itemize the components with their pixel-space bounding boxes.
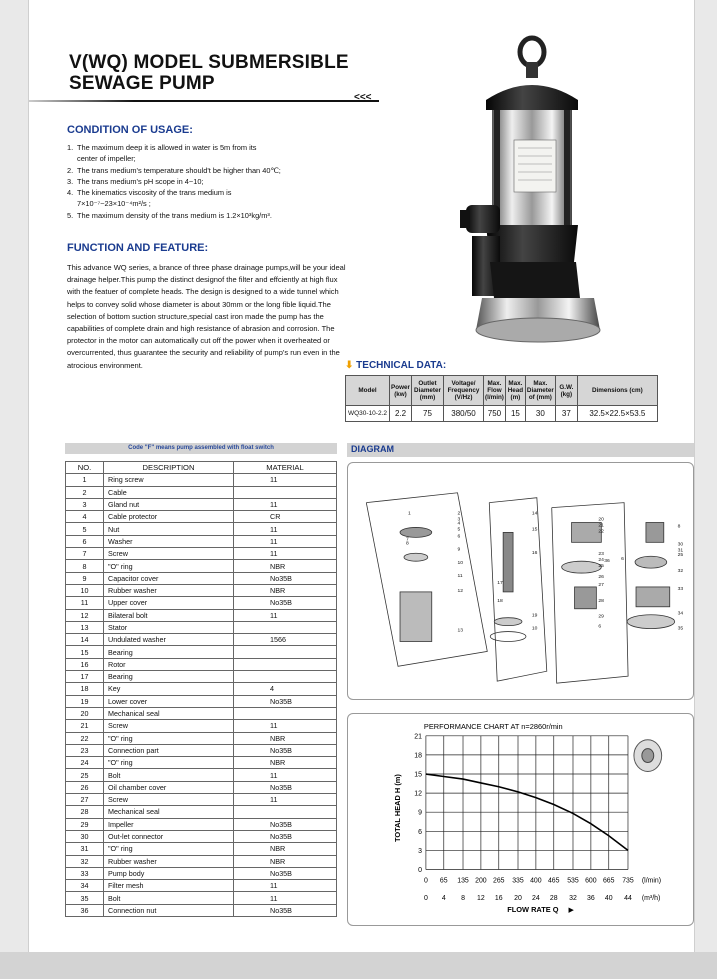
part-material: No35B [234, 781, 337, 793]
part-description: "O" ring [104, 732, 234, 744]
part-material: NBR [234, 757, 337, 769]
table-row [66, 609, 337, 621]
part-number: 26 [66, 781, 104, 793]
part-description: Bolt [104, 769, 234, 781]
x-tick-label-lmin: 265 [492, 877, 505, 885]
part-material: No35B [234, 830, 337, 842]
y-tick-label: 21 [414, 733, 422, 741]
part-number: 28 [66, 806, 104, 818]
part-number: 7 [66, 548, 104, 560]
technical-header-cell: Model [346, 376, 390, 406]
part-description: "O" ring [104, 843, 234, 855]
part-material: CR [234, 511, 337, 523]
x-tick-label-m3h: 0 [423, 895, 428, 903]
x-tick-label-lmin: 600 [585, 877, 597, 885]
condition-item [67, 165, 357, 176]
part-material [234, 658, 337, 670]
table-row [66, 732, 337, 744]
part-description: Screw [104, 794, 234, 806]
function-paragraph: This advance WQ series, a brance of three phase drainage pumps,will be your ideal drainage helper.This pump the distinct designof the filter and effciently at high flux with the featuer of complete heads. The design is designed to a wide tunnel which helps to convey solid whose diameter is about 30mm or the long fible liquid.The selection of bottom suction structure,special cast iron made the pump has the capabilities of complete drain and high resistance of abrasion and corrosion. The protector in the motor can automatically cut off the power when it overheated or overcurrented, thus guarantee the security and reliability of pump's run even in the atrocious environment. [67, 263, 346, 370]
x-tick-label-m3h: 32 [569, 895, 577, 903]
part-number: 10 [66, 584, 104, 596]
diagram-callout: 7 [405, 537, 409, 543]
condition-number: 5. [67, 210, 74, 220]
part-number: 31 [66, 843, 104, 855]
parts-header-row [66, 462, 337, 474]
part-material: NBR [234, 560, 337, 572]
diagram-callout: 18 [497, 598, 503, 604]
part-number: 29 [66, 818, 104, 830]
part-material: 11 [234, 523, 337, 535]
x-tick-label-m3h: 36 [587, 895, 595, 903]
part-number: 27 [66, 794, 104, 806]
condition-text: 7×10⁻⁷~23×10⁻⁴m²/s ; [77, 199, 151, 209]
exploded-diagram [347, 462, 694, 700]
table-row [66, 720, 337, 732]
diagram-callout: 12 [457, 588, 464, 594]
part-material [234, 621, 337, 633]
condition-item [67, 176, 357, 187]
part-description: Stator [104, 621, 234, 633]
diagram-callout: 14 [531, 511, 538, 517]
diagram-callout: 2 [457, 511, 461, 517]
technical-cell: 380/50 [444, 406, 484, 422]
part-description: Upper cover [104, 597, 234, 609]
parts-header-cell: NO. [66, 462, 104, 474]
diagram-callout: 9 [457, 547, 461, 553]
x-tick-label-lmin: 335 [512, 877, 524, 885]
table-row [66, 548, 337, 560]
page-title [69, 52, 349, 94]
part-description: Bearing [104, 671, 234, 683]
chart-title: PERFORMANCE CHART AT n=2860r/min [423, 721, 563, 731]
diagram-callout: 5 [457, 527, 461, 533]
x-tick-label-m3h: 12 [477, 895, 485, 903]
technical-heading [345, 360, 446, 371]
title-line-2: SEWAGE PUMP [69, 73, 215, 94]
footer-band [0, 952, 717, 979]
x-unit-lmin: (l/min) [641, 877, 662, 885]
diagram-callout: 28 [598, 598, 604, 604]
table-row [66, 621, 337, 633]
y-tick-label: 9 [418, 809, 422, 817]
part-description: Screw [104, 720, 234, 732]
x-tick-label-m3h: 40 [604, 895, 613, 903]
part-description: "O" ring [104, 560, 234, 572]
part-number: 11 [66, 597, 104, 609]
part-material: 4 [234, 683, 337, 695]
condition-text: The maximum deep it is allowed in water is 5m from its [77, 143, 257, 152]
arrow-down-icon: ⬇ [345, 360, 354, 371]
part-material [234, 707, 337, 719]
diagram-callout: 8 [405, 541, 409, 547]
x-tick-label-m3h: 44 [624, 895, 632, 903]
diagram-callout: 19 [531, 613, 538, 619]
technical-header-cell: Power (kw) [390, 376, 412, 406]
diagram-callout: 32 [677, 569, 684, 575]
y-tick-label: 6 [418, 828, 422, 836]
diagram-callout: 34 [677, 611, 684, 617]
part-number: 14 [66, 634, 104, 646]
table-row [66, 523, 337, 535]
condition-number: 1. [67, 143, 74, 152]
table-row [66, 584, 337, 596]
part-material [234, 671, 337, 683]
part-number: 34 [66, 880, 104, 892]
table-row [66, 535, 337, 547]
diagram-callout: 6 [598, 624, 602, 630]
x-tick-label-m3h: 16 [494, 895, 503, 903]
diagram-callout: 16 [531, 551, 538, 557]
diagram-callout: 13 [457, 628, 464, 634]
condition-item [67, 153, 357, 164]
part-material: NBR [234, 843, 337, 855]
diagram-callout: 8 [677, 524, 681, 530]
part-description: Oil chamber cover [104, 781, 234, 793]
part-description: Out-let connector [104, 830, 234, 842]
diagram-callout: 10 [457, 561, 464, 567]
part-number: 35 [66, 892, 104, 904]
diagram-callout: 31 [677, 548, 684, 554]
part-material: No35B [234, 572, 337, 584]
x-tick-label-lmin: 400 [530, 877, 542, 885]
condition-text: The kinematics viscosity of the trans medium is [77, 188, 232, 198]
part-material: 11 [234, 769, 337, 781]
technical-header-cell: Outlet Diameter (mm) [412, 376, 444, 406]
part-material: No35B [234, 695, 337, 707]
x-tick-label-m3h: 8 [461, 895, 465, 903]
part-material: 11 [234, 794, 337, 806]
condition-number: 2. [67, 165, 74, 175]
diagram-callout: 10 [531, 626, 538, 632]
part-number: 25 [66, 769, 104, 781]
diagram-callout: 22 [598, 529, 604, 535]
diagram-callout: 3 [457, 517, 461, 523]
table-row [66, 781, 337, 793]
part-number: 19 [66, 695, 104, 707]
diagram-bar [347, 443, 694, 457]
condition-heading: CONDITION OF USAGE: [67, 124, 193, 136]
diagram-callout: 23 [598, 552, 604, 558]
title-underline [29, 100, 379, 102]
condition-text: The trans medium's temperature should't be higher than 40℃; [77, 165, 281, 175]
part-description: Mechanical seal [104, 806, 234, 818]
diagram-callout: 15 [531, 527, 538, 533]
x-tick-label-lmin: 735 [622, 877, 634, 885]
title-line-1: V(WQ) MODEL SUBMERSIBLE [69, 52, 349, 73]
technical-header-cell: Dimensions (cm) [577, 376, 657, 406]
x-axis-label: FLOW RATE Q [507, 905, 559, 915]
y-tick-label: 12 [414, 790, 422, 798]
diagram-callout: 36 [604, 559, 610, 565]
condition-item [67, 210, 357, 221]
technical-cell: 32.5×22.5×53.5 [577, 406, 657, 422]
part-number: 8 [66, 560, 104, 572]
diagram-callout: 1 [407, 511, 411, 517]
part-description: Washer [104, 535, 234, 547]
part-description: Mechanical seal [104, 707, 234, 719]
diagram-callout: 35 [677, 626, 684, 632]
table-row [66, 486, 337, 498]
table-row [66, 843, 337, 855]
diagram-callout: 26 [598, 575, 604, 581]
part-material: 11 [234, 498, 337, 510]
condition-text: center of impeller; [77, 154, 136, 164]
diagram-callout: 25 [677, 553, 684, 559]
part-description: Undulated washer [104, 634, 234, 646]
part-description: Pump body [104, 867, 234, 879]
technical-cell: 37 [555, 406, 577, 422]
part-material: No35B [234, 597, 337, 609]
part-material: NBR [234, 732, 337, 744]
part-material: NBR [234, 584, 337, 596]
condition-list [67, 142, 357, 221]
condition-text: The maximum density of the trans medium is 1.2×10³kg/m³. [77, 210, 272, 220]
part-material: 11 [234, 720, 337, 732]
part-material: NBR [234, 855, 337, 867]
x-unit-m3h: (m³/h) [641, 895, 661, 903]
table-row [66, 769, 337, 781]
diagram-callout: 21 [598, 523, 604, 529]
part-number: 16 [66, 658, 104, 670]
condition-text: The trans medium's pH scope in 4~10; [77, 176, 204, 186]
x-tick-label-m3h: 20 [514, 895, 522, 903]
y-tick-label: 0 [418, 867, 422, 875]
part-number: 4 [66, 511, 104, 523]
performance-chart [347, 713, 694, 926]
table-row [66, 794, 337, 806]
diagram-callout: 20 [598, 517, 604, 523]
technical-cell: WQ30-10-2.2 [346, 406, 390, 422]
part-material: No35B [234, 744, 337, 756]
part-description: Bearing [104, 646, 234, 658]
table-row [66, 658, 337, 670]
table-row [66, 855, 337, 867]
part-material [234, 486, 337, 498]
condition-number: 4. [67, 188, 74, 198]
technical-header-cell: Max. Flow (l/min) [484, 376, 506, 406]
part-number: 13 [66, 621, 104, 633]
diagram-callout: 6 [457, 534, 461, 540]
part-description: "O" ring [104, 757, 234, 769]
part-number: 1 [66, 474, 104, 486]
technical-cell: 2.2 [390, 406, 412, 422]
technical-header-row [346, 376, 658, 406]
part-description: Lower cover [104, 695, 234, 707]
catalog-page [28, 0, 695, 952]
technical-header-cell: G.W. (kg) [555, 376, 577, 406]
part-material: No35B [234, 818, 337, 830]
y-tick-label: 18 [414, 752, 422, 760]
table-row [66, 744, 337, 756]
part-number: 6 [66, 535, 104, 547]
part-description: Rotor [104, 658, 234, 670]
part-description: Cable protector [104, 511, 234, 523]
technical-table [345, 375, 658, 422]
part-description: Rubber washer [104, 584, 234, 596]
table-row [66, 634, 337, 646]
part-description: Impeller [104, 818, 234, 830]
table-row [66, 646, 337, 658]
table-row [66, 597, 337, 609]
part-material: 11 [234, 892, 337, 904]
parts-header-cell: DESCRIPTION [104, 462, 234, 474]
x-tick-label-lmin: 135 [457, 877, 469, 885]
part-number: 3 [66, 498, 104, 510]
part-description: Screw [104, 548, 234, 560]
part-number: 30 [66, 830, 104, 842]
x-tick-label-lmin: 200 [475, 877, 487, 885]
part-number: 20 [66, 707, 104, 719]
parts-body [66, 474, 337, 917]
technical-header-cell: Max. Diameter of (mm) [525, 376, 555, 406]
diagram-callout: 17 [497, 580, 503, 586]
condition-number: 3. [67, 176, 74, 186]
part-number: 17 [66, 671, 104, 683]
table-row [66, 695, 337, 707]
table-row [66, 867, 337, 879]
table-row [66, 683, 337, 695]
x-axis-arrow-icon: ▶ [568, 907, 574, 915]
part-material: No35B [234, 904, 337, 916]
technical-header-cell: Voltage/ Frequency (V/Hz) [444, 376, 484, 406]
diagram-callout: 4 [457, 521, 461, 527]
x-tick-label-lmin: 65 [439, 877, 448, 885]
table-row [66, 707, 337, 719]
x-tick-label-lmin: 535 [567, 877, 579, 885]
part-description: Connection nut [104, 904, 234, 916]
table-row [66, 757, 337, 769]
diagram-callout: 29 [598, 614, 604, 620]
part-material: No35B [234, 867, 337, 879]
condition-item [67, 187, 357, 198]
function-heading: FUNCTION AND FEATURE: [67, 242, 209, 254]
diagram-callout: 30 [677, 542, 684, 548]
part-description: Filter mesh [104, 880, 234, 892]
table-row [66, 880, 337, 892]
table-row [66, 671, 337, 683]
part-number: 15 [66, 646, 104, 658]
part-number: 32 [66, 855, 104, 867]
y-tick-label: 15 [414, 771, 422, 779]
part-material [234, 806, 337, 818]
x-tick-label-m3h: 4 [441, 895, 446, 903]
table-row [66, 806, 337, 818]
table-row [66, 904, 337, 916]
part-description: Gland nut [104, 498, 234, 510]
part-number: 23 [66, 744, 104, 756]
parts-table [65, 461, 337, 917]
technical-data-row [346, 406, 658, 422]
technical-cell: 15 [505, 406, 525, 422]
part-material: 1566 [234, 634, 337, 646]
part-description: Bilateral bolt [104, 609, 234, 621]
y-axis-label: TOTAL HEAD H (m) [393, 774, 403, 843]
pump-image [424, 30, 614, 370]
x-tick-label-lmin: 465 [547, 877, 560, 885]
table-row [66, 474, 337, 486]
diagram-callout: 25 [598, 564, 604, 570]
impeller-icon [634, 740, 662, 772]
technical-cell: 30 [525, 406, 555, 422]
part-number: 36 [66, 904, 104, 916]
diagram-callout: 33 [677, 586, 684, 592]
part-number: 33 [66, 867, 104, 879]
technical-cell: 750 [484, 406, 506, 422]
parts-header-cell: MATERIAL [234, 462, 337, 474]
diagram-callout: 11 [457, 574, 463, 580]
x-tick-label-m3h: 24 [532, 895, 540, 903]
part-description: Capacitor cover [104, 572, 234, 584]
table-row [66, 818, 337, 830]
diagram-callout: 27 [598, 582, 604, 588]
table-row [66, 498, 337, 510]
part-description: Key [104, 683, 234, 695]
part-number: 22 [66, 732, 104, 744]
table-row [66, 572, 337, 584]
y-tick-label: 3 [418, 847, 422, 855]
x-tick-label-lmin: 0 [423, 877, 428, 885]
part-number: 12 [66, 609, 104, 621]
part-material [234, 646, 337, 658]
title-arrows: <<< [354, 92, 372, 103]
x-tick-label-m3h: 28 [549, 895, 558, 903]
part-description: Rubber washer [104, 855, 234, 867]
part-material: 11 [234, 609, 337, 621]
table-row [66, 830, 337, 842]
part-number: 24 [66, 757, 104, 769]
part-description: Connection part [104, 744, 234, 756]
part-number: 18 [66, 683, 104, 695]
x-tick-label-lmin: 665 [602, 877, 615, 885]
diagram-callout: 24 [598, 558, 604, 564]
table-row [66, 511, 337, 523]
condition-item [67, 198, 357, 209]
technical-header-cell: Max. Head (m) [505, 376, 525, 406]
part-number: 9 [66, 572, 104, 584]
table-row [66, 892, 337, 904]
part-number: 21 [66, 720, 104, 732]
condition-item [67, 142, 357, 153]
code-note: Code "F" means pump assembled with float switch [65, 443, 337, 454]
table-row [66, 560, 337, 572]
part-material: 11 [234, 548, 337, 560]
part-number: 2 [66, 486, 104, 498]
diagram-heading: DIAGRAM [351, 444, 394, 454]
technical-heading-label: TECHNICAL DATA: [356, 360, 447, 371]
part-description: Cable [104, 486, 234, 498]
part-material: 11 [234, 880, 337, 892]
technical-cell: 75 [412, 406, 444, 422]
part-description: Bolt [104, 892, 234, 904]
diagram-callout: 6 [621, 557, 624, 563]
part-material: 11 [234, 535, 337, 547]
part-description: Ring screw [104, 474, 234, 486]
part-description: Nut [104, 523, 234, 535]
part-material: 11 [234, 474, 337, 486]
part-number: 5 [66, 523, 104, 535]
